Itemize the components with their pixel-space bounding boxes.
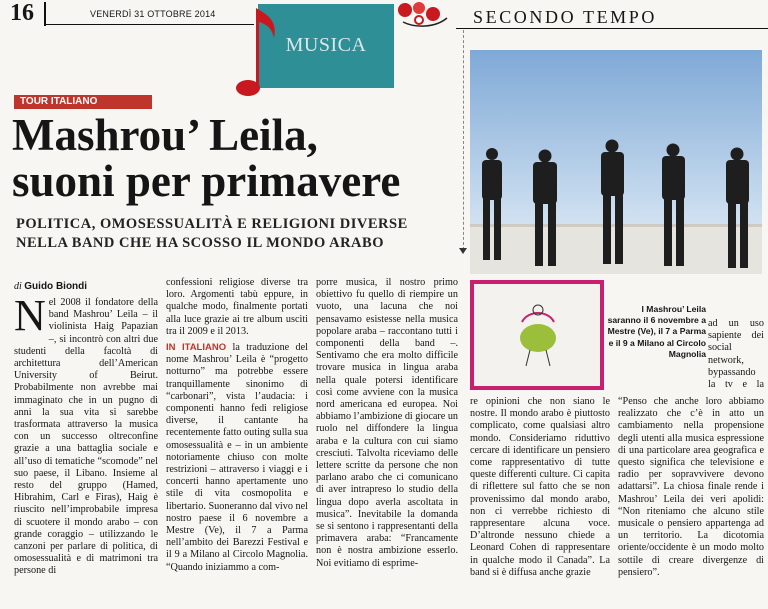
column-2-text-b: la traduzione del nome Mashrou’ Leila è “progetto notturno” ma potrebbe essere tranquillamente sinonimo di “carbonari”, vista l’audacia: i componenti hanno fedi religiose diverse, il cantante ha recentemente fatto outing sulla sua omosessualità e – in un ambiente notoriamente chiuso con molte restrizioni – attraverso i viaggi e i concerti hanno apertamente uno stile di vita cosmopolita e libertario. Suoneranno dal vivo nel nostro paese il 6 novembre a Mestre (Ve), il 7 a Parma nell’ambito dei Barezzi Festival e il 9 a Milano al Circolo Magnolia. “Quando iniziammo a com- — [166, 342, 308, 573]
kicker-label: TOUR ITALIANO — [14, 95, 152, 109]
column-2-text-a: confessioni religiose diverse tra loro. Argomenti tabù eppure, in qualche modo, finalmente portati alla luce grazie ai tre album usciti tra il 2009 e il 2013. — [166, 277, 308, 337]
column-5-text-top: ad un uso sapiente dei social network, bypassando la tv e la — [708, 318, 764, 391]
article-column-1 — [14, 297, 158, 607]
drop-cap: N — [14, 297, 46, 340]
music-note-icon — [226, 0, 286, 100]
column-1-text: el 2008 il fondatore della band Mashrou’ Leila – il violinista Haig Papazian –, si incontrò con altri due studenti della facoltà di architettura dell’American University of Beirut. Probabilmente non avrebbe mai immaginato che in un pugno di anni la sua vita si sarebbe trasformata attraverso la musica con un successo oltreconfine grazie a una battaglia sociale e all’uso di tematiche “scomode” nel suo paese, il Libano. Insieme al resto del gruppo (Hamed, Hibrahim, Carl e Firas), Haig è riuscito nell’improbabile impresa di scuotere il mondo arabo – con grande coraggio – utilizzando le canzoni per parlare di politica, di omosessualità e di matrimoni tra persone di — [14, 297, 158, 577]
headline-line-1: Mashrou’ Leila, — [12, 110, 318, 160]
album-cover-art — [470, 280, 604, 390]
column-2-lead-in: IN ITALIANO — [166, 342, 227, 354]
section-title: SECONDO TEMPO — [473, 7, 657, 27]
column-3-text: porre musica, il nostro primo obiettivo fu quello di riempire un vuoto, una lacuna che noi pensavamo esistesse nella musica popolare araba – raccontano tutti i componenti della band –. Sentivamo che era molto difficile trovare musica in lingua araba nella quale potersi identificare così come avviene con la musica nord americana ed europea. Noi abbiamo l’ambizione di giocare un ruolo nel diffondere la lingua araba e la cultura con cui siamo cresciuti. Talvolta riceviamo delle lettere scritte da persone che non parlano arabo che ci comunicano di aver intrapreso lo studio della lingua dopo averla ascoltata in musica”. Inevitabile la domanda se si sentono i rappresentanti della primavera araba: “Francamente non è nostra ambizione esserlo. Noi evitiamo di esprime- — [316, 277, 458, 569]
page-number: 16 — [10, 0, 34, 26]
rubric-label: MUSICA — [285, 34, 367, 56]
byline-prefix: di — [14, 281, 22, 292]
subheadline-line-1: POLITICA, OMOSESSUALITÀ E RELIGIONI DIVERSE — [16, 216, 408, 232]
article-column-5-top — [708, 318, 764, 392]
band-photo-graphic — [470, 50, 762, 274]
header-rule-right — [456, 28, 768, 29]
article-column-4 — [470, 396, 610, 607]
headline — [12, 112, 462, 204]
issue-date: VENERDÌ 31 OTTOBRE 2014 — [90, 9, 216, 19]
byline — [14, 281, 87, 292]
column-separator — [463, 30, 464, 250]
photo-caption: I Mashrou’ Leila saranno il 6 novembre a Mestre (Ve), il 7 a Parma e il 9 a Milano al Circolo Magnolia — [607, 304, 706, 359]
band-photo — [470, 50, 762, 274]
column-marker — [459, 248, 467, 254]
column-5-text: “Penso che anche loro abbiamo realizzato che c’è in atto un cambiamento nella propensione degli utenti alla musica espressione di una particolare area geografica e questo significa che televisione e radio per sopravvivere devono adattarsi”. La chiosa finale rende i Mashrou’ Leila dei veri apolidi: “Non riteniamo che alcuno stile musicale o pensiero appartenga ad un territorio. La dicotomia oriente/occidente è un modo molto sottile di creare divergenze di pensiero”. — [618, 396, 764, 578]
header-rule-left — [46, 24, 254, 25]
header-divider — [44, 2, 46, 26]
subheadline — [16, 215, 456, 253]
article-column-5 — [618, 396, 764, 607]
article-column-3 — [316, 277, 458, 607]
subheadline-line-2: NELLA BAND CHE HA SCOSSO IL MONDO ARABO — [16, 235, 384, 251]
column-4-text: re opinioni che non siano le nostre. Il mondo arabo è piuttosto complicato, come qualsiasi altro mondo. Consideriamo riduttivo cercare di identificare un pensiero come rappresentativo di tutte queste differenti culture. Ci capita di riflettere sul fatto che se non provenissimo dal mondo arabo, non ci verrebbe richiesto di rappresentare alcuna voce. D’altronde nessuno chiede a Leonard Cohen di rappresentare in qualche modo il Canada”. La band si è diffusa anche grazie — [470, 396, 610, 578]
headline-line-2: suoni per primavere — [12, 156, 401, 206]
album-cover — [470, 280, 604, 390]
flower-logo-icon — [395, 0, 455, 30]
article-column-2 — [166, 277, 308, 607]
byline-author: Guido Biondi — [24, 281, 88, 292]
